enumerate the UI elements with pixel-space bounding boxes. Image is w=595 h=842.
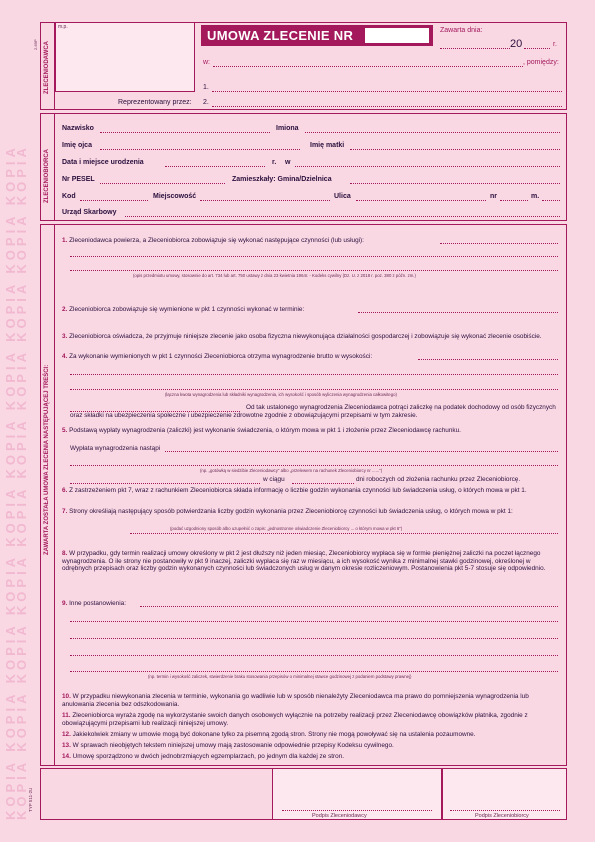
signature-zleceniobiorcy-line <box>450 810 560 811</box>
mp-label: m.p. <box>58 24 68 30</box>
clause-2-field[interactable] <box>358 312 558 313</box>
clause-9-field-c[interactable] <box>70 638 558 639</box>
clause-1-field-c[interactable] <box>70 270 558 271</box>
miejscowosc-label: Miejscowość <box>153 193 197 200</box>
date-day-month-field[interactable] <box>440 48 510 49</box>
clause-1-note: (opis przedmiotu umowy, stosownie do art. 734 lub art. 750 ustawy z dnia 23 kwietnia 1964r. - Kodeks cywilny (Dz. U. z 2018 r. poz. 380 z późn. zm.) <box>133 273 416 278</box>
clause-7-field[interactable] <box>130 533 558 534</box>
zamieszkaly-label: Zamieszkały: Gmina/Dzielnica <box>232 176 332 183</box>
clause-1-field-b[interactable] <box>70 256 558 257</box>
clause-14: 14. Umowę sporządzono w dwóch jednobrzmiących egzemplarzach, po jednym dla każdej ze stron. <box>62 753 345 760</box>
kod-label: Kod <box>62 193 76 200</box>
signature-zleceniodawcy-label: Podpis Zleceniodawcy <box>312 813 367 819</box>
tresc-side-title: ZAWARTA ZOSTAŁA UMOWA ZLECENIA NASTĘPUJĄCEJ TREŚCI: <box>44 364 50 555</box>
clause-9-field-b[interactable] <box>70 621 558 622</box>
w-label: w: <box>203 59 210 66</box>
clause-5-wyplata: Wypłata wynagrodzenia nastąpi <box>70 445 161 452</box>
clause-9: 9. Inne postanowienia: <box>62 600 126 607</box>
birth-w-label: w <box>285 159 291 166</box>
clause-11: 11. Zleceniobiorca wyraża zgodę na wykorzystanie swoich danych osobowych wyłącznie na potrzeby realizacji przez Zleceniodawcę obowiązków płatnika, zgodnie z obowiązującymi przepisami lub realizacji niniejszej umowy. <box>62 712 528 727</box>
rep-line-2-field[interactable] <box>212 106 562 107</box>
form-code-top: 2-69P <box>33 39 38 50</box>
clause-4-cont: Od tak ustalonego wynagrodzenia Zleceniodawca potrąci zaliczkę na podatek dochodowy od osób fizycznych oraz składki na ubezpieczenia społeczne i ubezpieczenie zdrowotne zgodnie z obowiązującymi przepisami w tym zakresie. <box>70 404 556 419</box>
clause-6: 6. Z zastrzeżeniem pkt 7, wraz z rachunkiem Zleceniobiorca składa informację o liczbie godzin wykonania czynności lub świadczenia usług, o których mowa w pkt 1. <box>62 487 527 494</box>
clause-9-field-e[interactable] <box>70 671 558 672</box>
clause-5-field-a[interactable] <box>165 451 558 452</box>
clause-5-field-b[interactable] <box>70 465 558 466</box>
imie-ojca-label: Imię ojca <box>62 142 92 149</box>
m-field[interactable] <box>542 200 560 201</box>
data-miejsce-label: Data i miejsce urodzenia <box>62 159 144 166</box>
nazwisko-label: Nazwisko <box>62 125 94 132</box>
clause-8: 8. W przypadku, gdy termin realizacji umowy określony w pkt 2 jest dłuższy niż jeden miesiąc, Zleceniobiorcy wypłaca się w formie pieniężnej zaliczki na poczet łącznego wynagrodzenia. O ile strony nie postanowiły w pkt 9 inaczej, zaliczki wypłaca się raz w miesiącu, a ich wysokość wynika z minimalnej stawki godzinowej, określonej w odrębnych przepisach oraz liczby godzin wykonanych czynności lub świadczonych usług w danym okresie rozliczeniowym. Postanowienia pkt 5-7 stosuje się odpowiednio. <box>62 550 546 573</box>
form-code: TYP 511-2U <box>28 787 33 812</box>
signature-zleceniobiorcy-label: Podpis Zleceniobiorcy <box>475 813 529 819</box>
imie-ojca-field[interactable] <box>100 149 300 150</box>
clause-5-note: (np. „gotówką w siedzibie Zleceniodawcy" albo „przelewem na rachunek Zleceniobiorcy nr ......") <box>200 468 383 473</box>
imiona-label: Imiona <box>276 125 299 132</box>
clause-4-field-a[interactable] <box>418 359 558 360</box>
ulica-label: Ulica <box>334 193 351 200</box>
urzad-field[interactable] <box>125 216 560 217</box>
clause-5-dni: dni roboczych od złożenia rachunku przez Zleceniobiorcę. <box>356 476 521 483</box>
kopia-watermark: KOPIA KOPIA KOPIA KOPIA KOPIA KOPIA KOPIA KOPIA KOPIA KOPIA <box>14 144 29 820</box>
clause-1: 1. Zleceniodawca powierza, a Zleceniobiorca zobowiązuje się wykonać następujące czynności (lub usługi): <box>62 237 364 244</box>
clause-4-field-c[interactable] <box>70 389 558 390</box>
gmina-field[interactable] <box>350 183 560 184</box>
stamp-box[interactable] <box>55 22 195 92</box>
miejscowosc-field[interactable] <box>200 200 330 201</box>
year-prefix: 20 <box>510 38 523 50</box>
kod-field[interactable] <box>80 200 148 201</box>
clause-5-field-c[interactable] <box>70 483 260 484</box>
imie-matki-field[interactable] <box>350 149 560 150</box>
ulica-field[interactable] <box>356 200 486 201</box>
clause-3: 3. Zleceniobiorca oświadcza, że przyjmuje niniejsze zlecenie jako osoba fizyczna niewykonująca działalności gospodarczej i zobowiązuje się wykonać zlecenie osobiście. <box>62 333 542 340</box>
pomiedzy-label: , pomiędzy: <box>523 59 559 66</box>
clause-5-ciagu: w ciągu <box>263 476 285 483</box>
imiona-field[interactable] <box>305 132 560 133</box>
urzad-label: Urząd Skarbowy <box>62 209 117 216</box>
clause-7-note: (podać uzgodniony sposób albo uzupełnić o zapis: „jednostronne oświadczenie Zleceniobiorcy ... o którym mowa w pkt 6") <box>170 526 403 531</box>
clause-4-note: (łączna kwota wynagrodzenia lub składniki wynagrodzenia, ich wysokość i sposób wyliczenia wynagrodzenia całkowitego) <box>165 392 397 397</box>
pesel-label: Nr PESEL <box>62 176 95 183</box>
rep-line-2-label: 2. <box>203 99 209 106</box>
r-label: r. <box>553 41 557 48</box>
rep-line-1-label: 1. <box>203 84 209 91</box>
date-year-field[interactable] <box>524 48 550 49</box>
nr-label: nr <box>490 193 497 200</box>
clause-7: 7. Strony określiają następujący sposób potwierdzania liczby godzin wykonania przez Zleceniobiorcę czynności lub świadczenia usług, o których mowa w pkt 1: <box>62 508 513 515</box>
imie-matki-label: Imię matki <box>310 142 345 149</box>
birth-place-field[interactable] <box>295 166 560 167</box>
clause-2: 2. Zleceniobiorca zobowiązuje się wymienione w pkt 1 czynności wykonać w terminie: <box>62 306 305 313</box>
clause-1-field-a[interactable] <box>440 243 558 244</box>
document-title: UMOWA ZLECENIE NR <box>207 28 354 43</box>
contract-number-field[interactable] <box>365 28 429 43</box>
signature-zleceniodawcy-line <box>282 810 432 811</box>
clause-4: 4. Za wykonanie wymienionych w pkt 1 czynności Zleceniobiorca otrzyma wynagrodzenie brutto w wysokości: <box>62 353 373 360</box>
place-field[interactable] <box>213 66 523 67</box>
zleceniobiorca-section <box>40 113 567 221</box>
clause-10: 10. W przypadku niewykonania zlecenia w terminie, wykonania go wadliwie lub w sposób nienależyty Zleceniodawca ma prawo do pomniejszenia wynagrodzenia lub anulowania zlecenia bez odszkodowania. <box>62 693 529 708</box>
clause-4-field-b[interactable] <box>70 374 558 375</box>
kopia-watermark: KOPIA KOPIA KOPIA KOPIA KOPIA KOPIA KOPIA KOPIA KOPIA KOPIA <box>3 144 18 820</box>
zleceniodawca-side-title: ZLECENIODAWCA <box>44 41 50 94</box>
clause-9-field-d[interactable] <box>70 655 558 656</box>
birth-date-field[interactable] <box>165 166 265 167</box>
clause-13: 13. W sprawach nieobjętych tekstem niniejszej umowy mają zastosowanie odpowiednie przepisy Kodeksu cywilnego. <box>62 742 394 749</box>
nazwisko-field[interactable] <box>100 132 270 133</box>
m-label: m. <box>531 193 540 200</box>
clause-9-field-a[interactable] <box>140 606 558 607</box>
zleceniobiorca-side-title: ZLECENIOBIORCA <box>44 149 50 203</box>
clause-12: 12. Jakiekolwiek zmiany w umowie mogą być dokonane tylko za pisemną zgodą stron. Strony nie mogą powoływać się na ustalenia pozaumowne. <box>62 731 476 738</box>
reprezentowany-label: Reprezentowany przez: <box>118 99 192 106</box>
kopia-watermark-strip <box>3 30 29 820</box>
clause-9-note: (np. termin i wysokość zaliczek, stwierdzenie braku stosowania przepisów o minimalnej stawce godzinowej z podaniem podstawy prawnej) <box>148 674 412 679</box>
nr-field[interactable] <box>500 200 528 201</box>
pesel-field[interactable] <box>100 183 225 184</box>
clause-5: 5. Podstawą wypłaty wynagrodzenia (zaliczki) jest wykonanie świadczenia, o którym mowa w pkt 1 i złożenie przez Zleceniodawcę rachunku. <box>62 427 461 434</box>
clause-5-field-d[interactable] <box>292 483 354 484</box>
zawarta-label: Zawarta dnia: <box>440 27 483 34</box>
rep-line-1-field[interactable] <box>212 91 562 92</box>
birth-r-label: r. <box>272 159 277 166</box>
